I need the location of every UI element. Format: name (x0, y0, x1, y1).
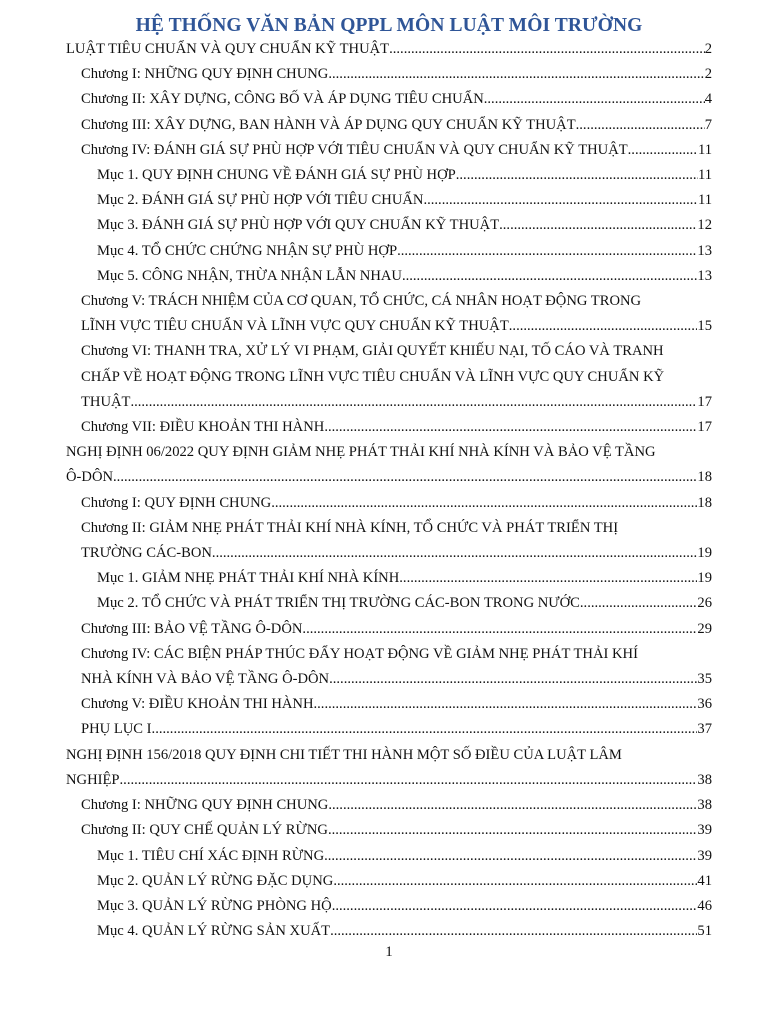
page-number: 1 (385, 944, 393, 960)
toc-entry[interactable] (0, 793, 768, 818)
toc-page-number: 13 (697, 267, 712, 284)
toc-page-number: 12 (697, 217, 712, 234)
toc-entry-line (81, 87, 712, 112)
dot-leader (456, 163, 698, 188)
dot-leader (328, 62, 704, 87)
toc-entry-text: Mục 1. GIẢM NHẸ PHÁT THẢI KHÍ NHÀ KÍNH (97, 570, 400, 587)
toc-page-number: 51 (697, 923, 712, 940)
toc-entry-text: Mục 1. QUY ĐỊNH CHUNG VỀ ĐÁNH GIÁ SỰ PHÙ HỢP (97, 167, 456, 184)
toc-entry-text: Mục 4. QUẢN LÝ RỪNG SẢN XUẤT (97, 923, 331, 940)
toc-entry[interactable] (0, 869, 768, 894)
toc-entry[interactable] (0, 617, 768, 642)
toc-entry-text: NGHỊ ĐỊNH 06/2022 QUY ĐỊNH GIẢM NHẸ PHÁT THẢI KHÍ NHÀ KÍNH VÀ BẢO VỆ TẦNG (66, 444, 656, 461)
toc-page-number: 13 (697, 242, 712, 259)
toc-page-number: 37 (697, 721, 712, 738)
toc-page-number: 11 (697, 192, 712, 209)
toc-page-number: 38 (697, 771, 712, 788)
toc-entry[interactable] (0, 440, 768, 490)
toc-entry-line (97, 919, 712, 944)
dot-leader (113, 465, 697, 490)
toc-entry-line (66, 465, 712, 490)
dot-leader (152, 717, 698, 742)
toc-entry-text: Mục 3. QUẢN LÝ RỪNG PHÒNG HỘ (97, 897, 332, 914)
toc-entry-line (81, 365, 712, 390)
dot-leader (628, 138, 698, 163)
toc-entry[interactable] (0, 516, 768, 566)
toc-entry-text: Chương VI: THANH TRA, XỬ LÝ VI PHẠM, GIẢI QUYẾT KHIẾU NẠI, TỐ CÁO VÀ TRANH (81, 343, 664, 360)
toc-entry[interactable] (0, 113, 768, 138)
toc-entry-line (66, 440, 712, 465)
toc-entry-line (97, 239, 712, 264)
toc-entry-text: Chương II: QUY CHẾ QUẢN LÝ RỪNG (81, 822, 328, 839)
dot-leader (402, 264, 697, 289)
toc-page-number: 17 (697, 419, 712, 436)
toc-entry-line (97, 264, 712, 289)
toc-page-number: 36 (697, 696, 712, 713)
dot-leader (423, 188, 697, 213)
toc-entry-line (97, 591, 712, 616)
toc-entry[interactable] (0, 566, 768, 591)
toc-entry[interactable] (0, 37, 768, 62)
dot-leader (212, 541, 697, 566)
toc-page-number: 39 (697, 847, 712, 864)
dot-leader (332, 894, 698, 919)
dot-leader (302, 617, 697, 642)
toc-entry-text: Mục 1. TIÊU CHÍ XÁC ĐỊNH RỪNG (97, 847, 325, 864)
toc-entry-line (66, 768, 712, 793)
dot-leader (509, 314, 698, 339)
toc-entry-text: NGHIỆP (66, 771, 120, 788)
toc-page-number: 35 (697, 671, 712, 688)
toc-entry[interactable] (0, 62, 768, 87)
toc-entry-line (81, 818, 712, 843)
toc-page-number: 26 (697, 595, 712, 612)
toc-entry[interactable] (0, 87, 768, 112)
toc-entry-line (81, 289, 712, 314)
toc-page-number: 29 (697, 620, 712, 637)
toc-entry[interactable] (0, 239, 768, 264)
toc-entry-line (81, 62, 712, 87)
dot-leader (120, 768, 698, 793)
toc-entry-text: Mục 2. ĐÁNH GIÁ SỰ PHÙ HỢP VỚI TIÊU CHUẨN (97, 192, 424, 209)
toc-entry-text: Mục 2. TỔ CHỨC VÀ PHÁT TRIỂN THỊ TRƯỜNG CÁC-BON TRONG NƯỚC (97, 595, 580, 612)
toc-page-number: 2 (704, 66, 712, 83)
toc-entry[interactable] (0, 919, 768, 944)
toc-page-number: 2 (704, 41, 712, 57)
toc-entry-text: Chương III: XÂY DỰNG, BAN HÀNH VÀ ÁP DỤNG QUY CHUẨN KỸ THUẬT (81, 116, 576, 133)
toc-entry[interactable] (0, 591, 768, 616)
toc-entry-line (81, 541, 712, 566)
toc-entry[interactable] (0, 894, 768, 919)
toc-entry-text: TRƯỜNG CÁC-BON (81, 545, 212, 562)
toc-entry-text: PHỤ LỤC I (81, 721, 152, 738)
toc-page-number: 46 (697, 897, 712, 914)
toc-entry-line (81, 113, 712, 138)
dot-leader (328, 793, 697, 818)
dot-leader (580, 591, 698, 616)
toc-entry[interactable] (0, 188, 768, 213)
toc-page-number: 18 (697, 469, 712, 486)
table-of-contents (0, 37, 768, 944)
toc-page-number: 39 (697, 822, 712, 839)
toc-entry-text: LUẬT TIÊU CHUẨN VÀ QUY CHUẨN KỸ THUẬT (66, 41, 390, 57)
toc-entry-line (81, 617, 712, 642)
toc-entry-line (81, 390, 712, 415)
toc-entry-text: CHẤP VỀ HOẠT ĐỘNG TRONG LĨNH VỰC TIÊU CHUẨN VÀ LĨNH VỰC QUY CHUẨN KỸ (81, 368, 665, 385)
toc-entry-line (97, 213, 712, 238)
toc-entry-line (97, 844, 712, 869)
dot-leader (324, 844, 697, 869)
toc-page-number: 19 (697, 545, 712, 562)
toc-entry-text: Chương I: QUY ĐỊNH CHUNG (81, 494, 272, 511)
toc-entry-text: Chương V: TRÁCH NHIỆM CỦA CƠ QUAN, TỔ CHỨC, CÁ NHÂN HOẠT ĐỘNG TRONG (81, 293, 642, 310)
toc-entry-text: Chương IV: CÁC BIỆN PHÁP THÚC ĐẨY HOẠT ĐỘNG VỀ GIẢM NHẸ PHÁT THẢI KHÍ (81, 645, 638, 662)
dot-leader (314, 692, 698, 717)
dot-leader (333, 869, 697, 894)
dot-leader (397, 239, 697, 264)
dot-leader (271, 491, 697, 516)
toc-entry[interactable] (0, 642, 768, 692)
dot-leader (130, 390, 697, 415)
toc-entry-line (81, 667, 712, 692)
toc-entry[interactable] (0, 138, 768, 163)
toc-entry-text: Ô-DÔN (66, 469, 114, 486)
toc-entry[interactable] (0, 213, 768, 238)
toc-entry-text: Mục 3. ĐÁNH GIÁ SỰ PHÙ HỢP VỚI QUY CHUẨN KỸ THUẬT (97, 217, 500, 234)
toc-entry-line (97, 566, 712, 591)
toc-entry-text: LĨNH VỰC TIÊU CHUẨN VÀ LĨNH VỰC QUY CHUẨN KỸ THUẬT (81, 318, 509, 335)
toc-entry-text: Chương VII: ĐIỀU KHOẢN THI HÀNH (81, 419, 325, 436)
toc-entry[interactable] (0, 264, 768, 289)
toc-entry[interactable] (0, 491, 768, 516)
toc-entry[interactable] (0, 844, 768, 869)
toc-entry-line (97, 869, 712, 894)
toc-entry[interactable] (0, 717, 768, 742)
toc-entry-text: Chương V: ĐIỀU KHOẢN THI HÀNH (81, 696, 314, 713)
toc-entry-line (81, 314, 712, 339)
toc-entry[interactable] (0, 743, 768, 793)
toc-page-number: 11 (697, 141, 712, 158)
toc-entry[interactable] (0, 692, 768, 717)
toc-entry-line (81, 516, 712, 541)
toc-entry-line (66, 743, 712, 768)
toc-entry-text: THUẬT (81, 393, 131, 410)
dot-leader (330, 919, 697, 944)
toc-page-number: 15 (697, 318, 712, 335)
toc-entry-line (81, 717, 712, 742)
page-title: HỆ THỐNG VĂN BẢN QPPL MÔN LUẬT MÔI TRƯỜNG (135, 15, 643, 36)
toc-page-number: 11 (697, 167, 712, 184)
toc-entry[interactable] (0, 415, 768, 440)
dot-leader (324, 415, 697, 440)
toc-entry[interactable] (0, 289, 768, 339)
toc-entry-line (81, 339, 712, 364)
toc-entry-text: NHÀ KÍNH VÀ BẢO VỆ TẦNG Ô-DÔN (81, 671, 330, 688)
toc-entry-line (97, 163, 712, 188)
toc-entry-line (97, 188, 712, 213)
toc-entry-text: Chương II: GIẢM NHẸ PHÁT THẢI KHÍ NHÀ KÍNH, TỔ CHỨC VÀ PHÁT TRIỂN THỊ (81, 519, 619, 536)
toc-entry[interactable] (0, 339, 768, 415)
dot-leader (399, 566, 697, 591)
toc-page-number: 17 (697, 393, 712, 410)
toc-entry-line (81, 692, 712, 717)
toc-entry-text: Mục 4. TỔ CHỨC CHỨNG NHẬN SỰ PHÙ HỢP (97, 242, 398, 259)
toc-entry-text: Chương IV: ĐÁNH GIÁ SỰ PHÙ HỢP VỚI TIÊU CHUẨN VÀ QUY CHUẨN KỸ THUẬT (81, 141, 628, 158)
toc-page-number: 38 (697, 797, 712, 814)
toc-entry-text: Chương I: NHỮNG QUY ĐỊNH CHUNG (81, 797, 329, 814)
toc-entry-text: Chương III: BẢO VỆ TẦNG Ô-DÔN (81, 620, 303, 637)
dot-leader (329, 667, 697, 692)
toc-entry-line (97, 894, 712, 919)
toc-entry-text: Chương I: NHỮNG QUY ĐỊNH CHUNG (81, 66, 329, 83)
toc-entry-text: Mục 2. QUẢN LÝ RỪNG ĐẶC DỤNG (97, 872, 334, 889)
toc-entry-line (81, 491, 712, 516)
toc-entry[interactable] (0, 818, 768, 843)
toc-entry-line (81, 138, 712, 163)
dot-leader (328, 818, 697, 843)
dot-leader (576, 113, 705, 138)
toc-page-number: 19 (697, 570, 712, 587)
toc-page-number: 4 (704, 91, 712, 108)
toc-entry-line (81, 415, 712, 440)
toc-entry[interactable] (0, 163, 768, 188)
dot-leader (484, 87, 705, 112)
toc-entry-text: NGHỊ ĐỊNH 156/2018 QUY ĐỊNH CHI TIẾT THI HÀNH MỘT SỐ ĐIỀU CỦA LUẬT LÂM (66, 746, 622, 763)
toc-entry-text: Chương II: XÂY DỰNG, CÔNG BỐ VÀ ÁP DỤNG TIÊU CHUẨN (81, 91, 484, 108)
toc-entry-line (66, 37, 712, 62)
toc-entry-line (81, 793, 712, 818)
dot-leader (389, 37, 705, 62)
dot-leader (499, 213, 697, 238)
toc-page-number: 18 (697, 494, 712, 511)
toc-page-number: 7 (704, 116, 712, 133)
toc-entry-line (81, 642, 712, 667)
toc-entry-text: Mục 5. CÔNG NHẬN, THỪA NHẬN LẪN NHAU (97, 267, 402, 284)
toc-page-number: 41 (697, 872, 712, 889)
